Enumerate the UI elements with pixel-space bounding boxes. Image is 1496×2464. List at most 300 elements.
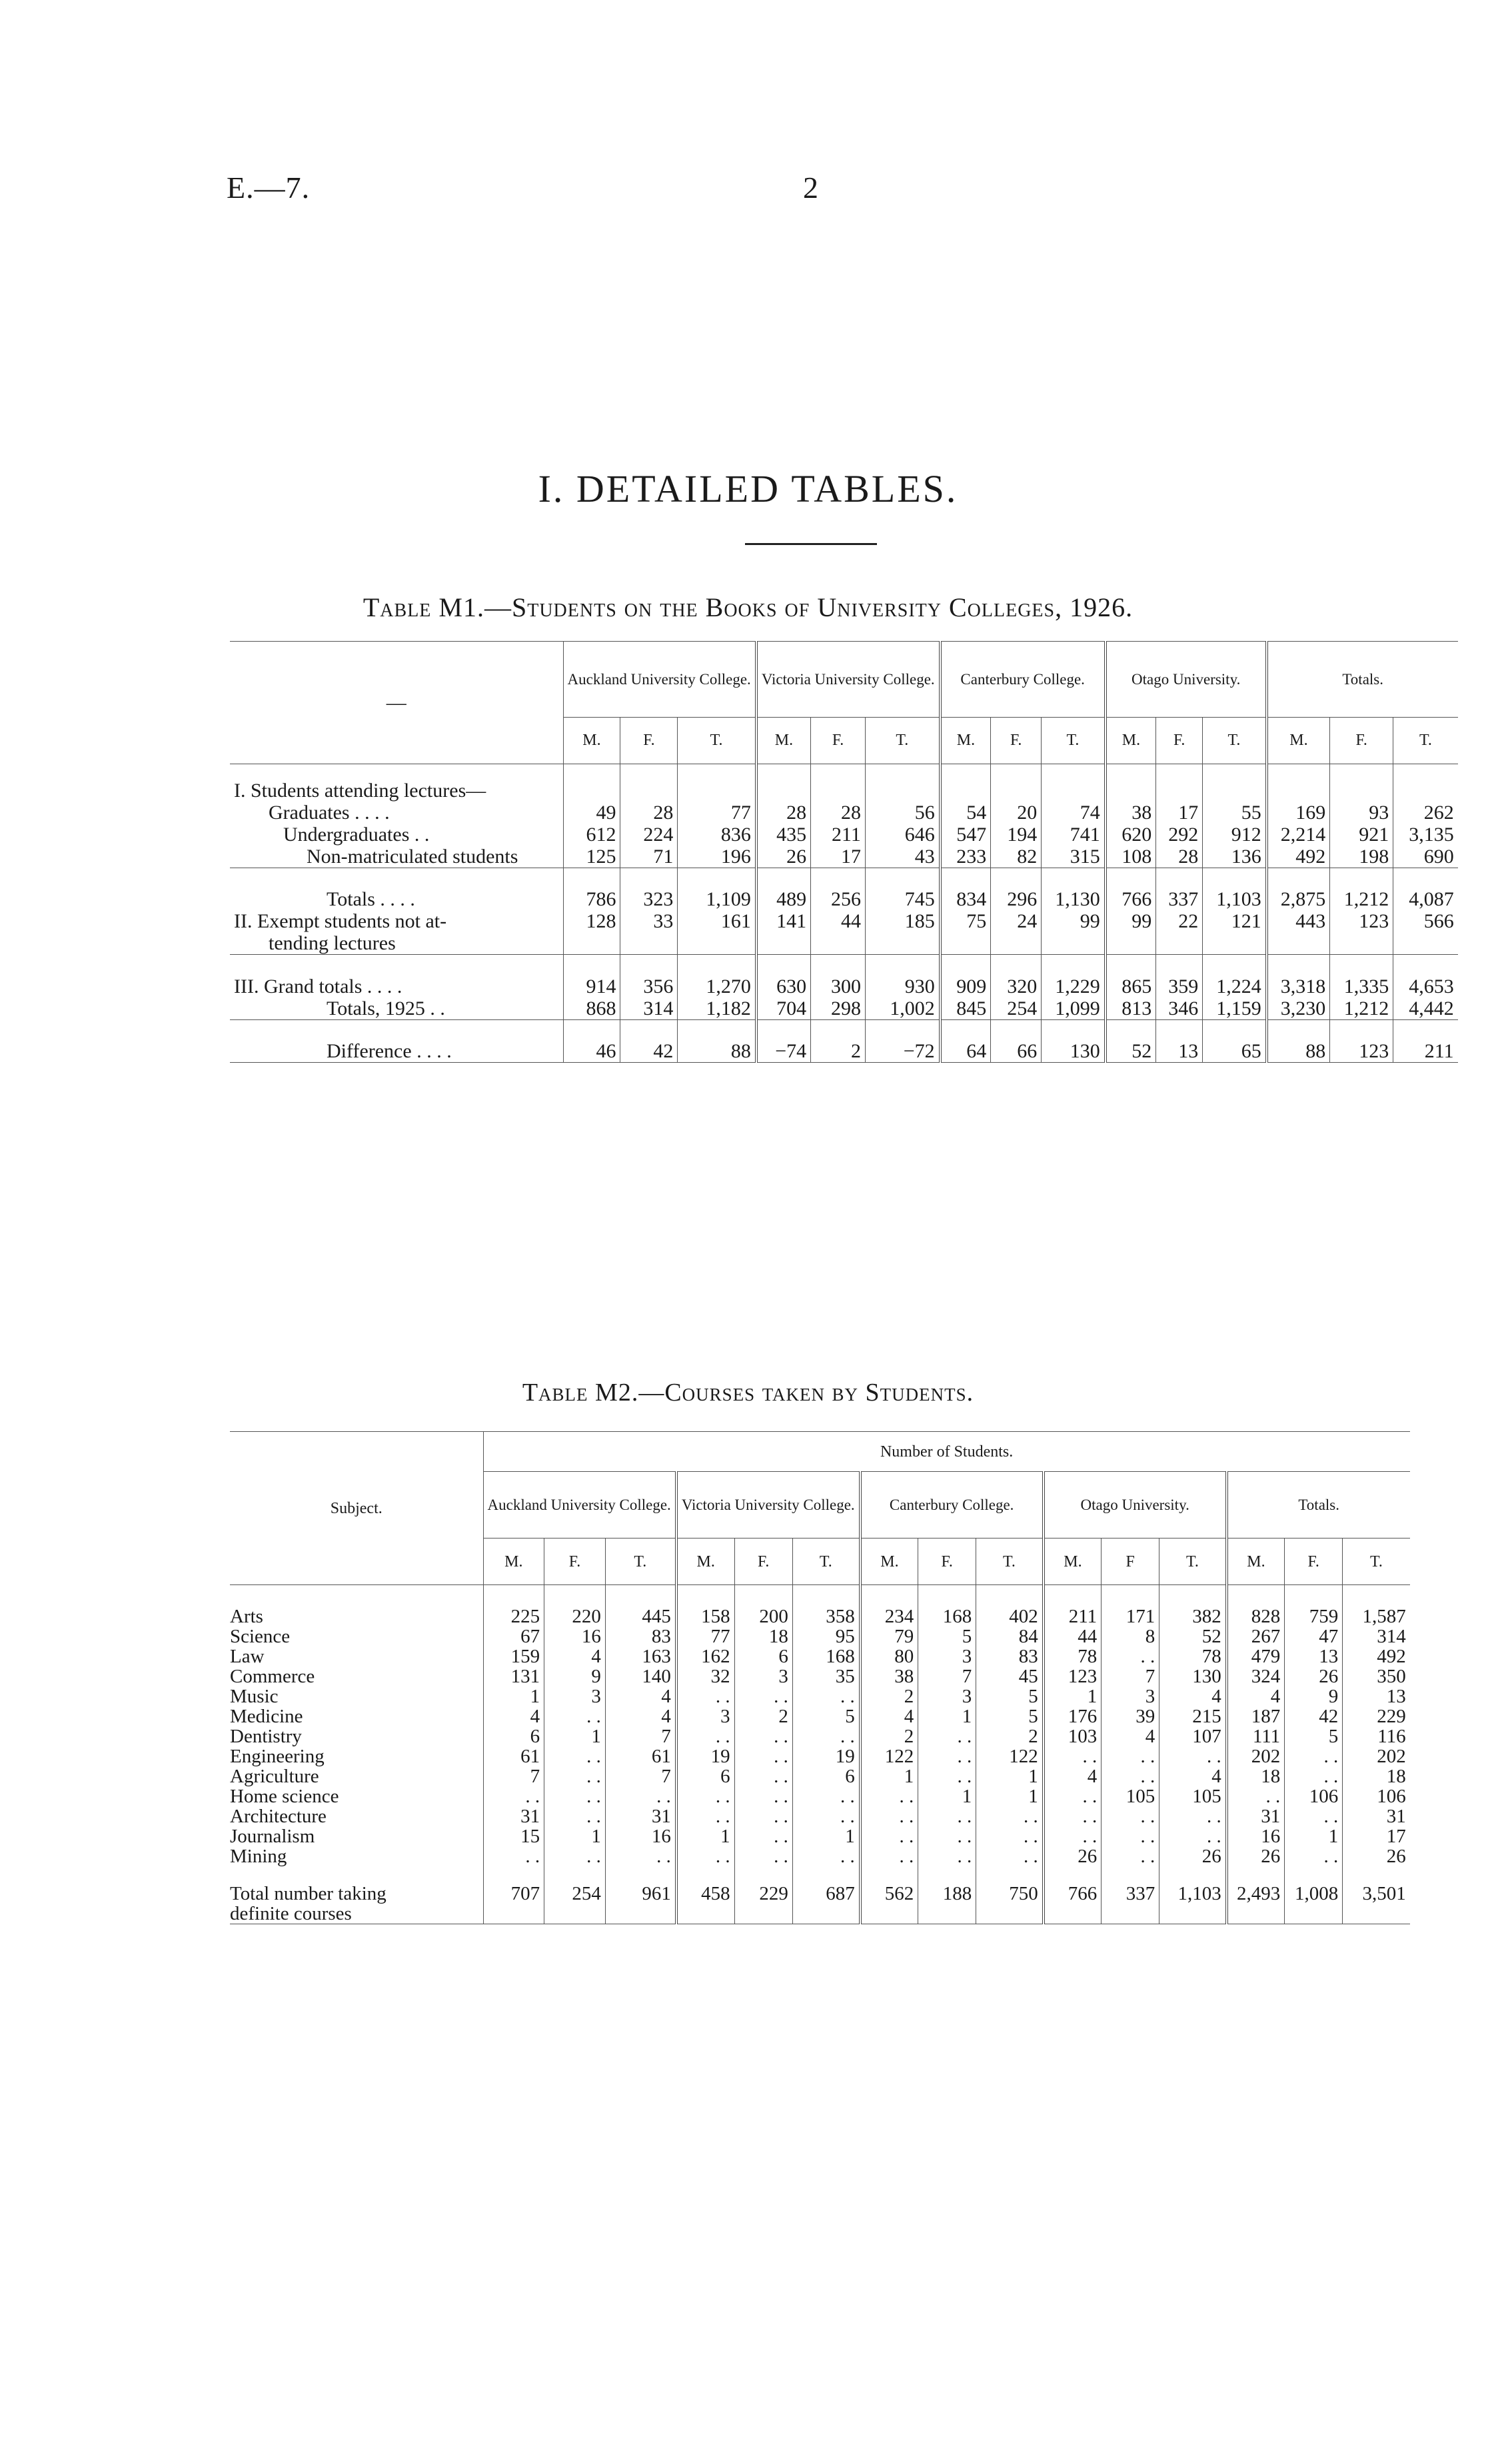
table-m1-cell: 52: [1106, 1019, 1156, 1062]
table-m1-cell: 4,653: [1393, 955, 1458, 997]
table-m1-cell: 123: [1330, 910, 1393, 932]
table-m2-cell: . .: [605, 1786, 676, 1806]
table-m2-cell: 107: [1159, 1726, 1227, 1746]
table-m2-cell: . .: [860, 1786, 918, 1806]
table-m1-row: [230, 868, 1458, 910]
table-m2-cell: . .: [676, 1726, 734, 1746]
table-m2-cell: . .: [792, 1686, 860, 1706]
table-m2-cell: 105: [1102, 1786, 1159, 1806]
table-m2-cell: . .: [734, 1686, 792, 1706]
table-m1-cell: 914: [563, 955, 620, 997]
table-m2-row: [230, 1826, 1410, 1846]
table-m2-subcol-header: M.: [1044, 1539, 1102, 1585]
table-m2-cell: 1: [544, 1726, 606, 1746]
table-m2-row: [230, 1706, 1410, 1726]
table-m2-cell: [1102, 1904, 1159, 1924]
table-m2-cell: . .: [676, 1786, 734, 1806]
table-m2-cell: . .: [976, 1806, 1044, 1826]
table-m1-subcol-header: F.: [811, 718, 866, 764]
table-m1-cell: [940, 764, 991, 802]
table-m1-row-label: Undergraduates . .: [283, 823, 430, 846]
table-m2-cell: 9: [1285, 1686, 1343, 1706]
table-m1-cell: 1,224: [1203, 955, 1267, 997]
table-m1-cell: [1330, 932, 1393, 955]
table-m2-cell: 13: [1285, 1646, 1343, 1666]
table-m1-cell: 813: [1106, 997, 1156, 1020]
table-m2-cell: . .: [544, 1846, 606, 1866]
table-m1-cell: 42: [620, 1019, 678, 1062]
table-m2-cell: 44: [1044, 1626, 1102, 1646]
table-m2-cell: [1044, 1904, 1102, 1924]
table-m2-cell: 79: [860, 1626, 918, 1646]
table-m2-cell: 3,501: [1343, 1866, 1410, 1904]
table-m2-cell: 458: [676, 1866, 734, 1904]
table-m2-cell: 106: [1285, 1786, 1343, 1806]
table-m2-cell: 4: [860, 1706, 918, 1726]
table-m1-cell: 56: [865, 802, 940, 824]
table-m1-college-header: Canterbury College.: [940, 642, 1106, 718]
table-m2-row-label: Music: [230, 1686, 279, 1706]
table-m2-cell: . .: [544, 1786, 606, 1806]
table-m2-cell: 254: [544, 1866, 606, 1904]
table-m2-cell: . .: [1285, 1746, 1343, 1766]
table-m1-cell: 741: [1042, 824, 1106, 846]
table-m2-subcol-header: T.: [1159, 1539, 1227, 1585]
table-m2-row-label: Home science: [230, 1786, 339, 1806]
table-m1-cell: 630: [756, 955, 811, 997]
table-m1-stub-header: —: [386, 692, 406, 714]
table-m2-cell: 26: [1285, 1666, 1343, 1686]
table-m2-cell: 2: [976, 1726, 1044, 1746]
table-m2-cell: 111: [1227, 1726, 1285, 1746]
table-m2-cell: . .: [1159, 1746, 1227, 1766]
table-m2-cell: 220: [544, 1585, 606, 1626]
table-m1-cell: [620, 764, 678, 802]
table-m2-cell: . .: [1285, 1846, 1343, 1866]
table-m2-subcol-header: F: [1102, 1539, 1159, 1585]
table-m1-cell: 620: [1106, 824, 1156, 846]
table-m2-cell: 402: [976, 1585, 1044, 1626]
table-m2-cell: . .: [734, 1746, 792, 1766]
table-m2-cell: . .: [1102, 1806, 1159, 1826]
table-m1-cell: 2: [811, 1019, 866, 1062]
table-m2-cell: 314: [1343, 1626, 1410, 1646]
table-m1-cell: 55: [1203, 802, 1267, 824]
table-m1-cell: 3,230: [1267, 997, 1330, 1020]
table-m1-cell: 130: [1042, 1019, 1106, 1062]
table-m2-cell: 828: [1227, 1585, 1285, 1626]
table-m1-cell: 547: [940, 824, 991, 846]
table-m1-row: [230, 997, 1458, 1020]
table-m2-cell: 15: [483, 1826, 544, 1846]
table-m2-cell: . .: [918, 1746, 976, 1766]
table-m1-cell: 786: [563, 868, 620, 910]
table-m2-cell: 358: [792, 1585, 860, 1626]
table-m2-cell: 4: [1159, 1766, 1227, 1786]
table-m2-cell: 7: [918, 1666, 976, 1686]
table-m2-row: [230, 1766, 1410, 1786]
table-m2-college-header: Auckland University College.: [483, 1472, 676, 1539]
table-m1-subcol-header: F.: [1156, 718, 1203, 764]
table-m2-cell: . .: [1044, 1826, 1102, 1846]
table-m1-cell: 194: [991, 824, 1042, 846]
table-m2-cell: 131: [483, 1666, 544, 1686]
table-m1-cell: 123: [1330, 1019, 1393, 1062]
table-m2-cell: . .: [1285, 1806, 1343, 1826]
table-m2-cell: 31: [605, 1806, 676, 1826]
table-m2-cell: 200: [734, 1585, 792, 1626]
table-m1-cell: 443: [1267, 910, 1330, 932]
table-m1-cell: 912: [1203, 824, 1267, 846]
table-m2-cell: 229: [734, 1866, 792, 1904]
table-m2-cell: . .: [734, 1826, 792, 1846]
table-m2-cell: 4: [1044, 1766, 1102, 1786]
table-m2-cell: [734, 1904, 792, 1924]
table-m2-cell: . .: [605, 1846, 676, 1866]
table-m2-college-header: Otago University.: [1044, 1472, 1227, 1539]
table-m2-row-label: Science: [230, 1626, 291, 1646]
page-title: I. DETAILED TABLES.: [538, 467, 958, 510]
table-m1-cell: 1,103: [1203, 868, 1267, 910]
table-m2-cell: 17: [1343, 1826, 1410, 1846]
table-m2-cell: . .: [1227, 1786, 1285, 1806]
table-m2-cell: 7: [605, 1726, 676, 1746]
table-m1-cell: 1,335: [1330, 955, 1393, 997]
table-m1-cell: [1156, 932, 1203, 955]
table-m1-cell: 121: [1203, 910, 1267, 932]
table-m2-cell: 707: [483, 1866, 544, 1904]
table-m2-cell: . .: [918, 1726, 976, 1746]
table-m1-cell: [620, 932, 678, 955]
table-m2-cell: . .: [918, 1766, 976, 1786]
table-m2-cell: 215: [1159, 1706, 1227, 1726]
table-m2-cell: 1,103: [1159, 1866, 1227, 1904]
table-m1-cell: [991, 932, 1042, 955]
table-m2-college-header: Totals.: [1227, 1472, 1410, 1539]
table-m1-cell: 64: [940, 1019, 991, 1062]
table-m1-cell: [865, 932, 940, 955]
table-m1-cell: 88: [678, 1019, 756, 1062]
table-m1-row: [230, 1019, 1458, 1062]
table-m1-cell: 1,212: [1330, 868, 1393, 910]
table-m2-cell: 3: [544, 1686, 606, 1706]
table-m2-cell: [860, 1904, 918, 1924]
table-m1-cell: [1267, 932, 1330, 955]
table-m1-cell: 71: [620, 846, 678, 868]
table-m1-cell: [1106, 764, 1156, 802]
table-m1-cell: 865: [1106, 955, 1156, 997]
table-m2-row-label: Mining: [230, 1846, 287, 1866]
table-m2-cell: . .: [483, 1846, 544, 1866]
table-m2-cell: 4: [483, 1706, 544, 1726]
table-m2-cell: . .: [976, 1846, 1044, 1866]
table-m2-cell: 2: [734, 1706, 792, 1726]
table-m1-cell: 22: [1156, 910, 1203, 932]
table-m2-cell: . .: [1159, 1826, 1227, 1846]
table-m2-cell: 5: [976, 1706, 1044, 1726]
table-m1-cell: 93: [1330, 802, 1393, 824]
table-m2-cell: . .: [483, 1786, 544, 1806]
table-m2-cell: 229: [1343, 1706, 1410, 1726]
table-m2-cell: 7: [605, 1766, 676, 1786]
table-m2-cell: 188: [918, 1866, 976, 1904]
table-m1-cell: 834: [940, 868, 991, 910]
table-m2-cell: 45: [976, 1666, 1044, 1686]
table-m2-cell: 1: [918, 1706, 976, 1726]
table-m1-cell: [811, 932, 866, 955]
table-m2-cell: 168: [792, 1646, 860, 1666]
table-m1-cell: −74: [756, 1019, 811, 1062]
table-m2-stub-header: Subject.: [330, 1499, 382, 1517]
table-m2-cell: . .: [676, 1686, 734, 1706]
table-m1-subcol-header: T.: [678, 718, 756, 764]
table-m2-cell: 1: [1285, 1826, 1343, 1846]
table-m1-cell: [991, 764, 1042, 802]
table-m1-caption: Table M1.—Students on the Books of University Colleges, 1926.: [363, 592, 1133, 622]
table-m1-cell: 1,109: [678, 868, 756, 910]
table-m2-cell: 26: [1227, 1846, 1285, 1866]
table-m1-subcol-header: T.: [1393, 718, 1458, 764]
table-m2-cell: . .: [544, 1706, 606, 1726]
table-m1-cell: 13: [1156, 1019, 1203, 1062]
table-m1-cell: [865, 764, 940, 802]
table-m1-cell: 315: [1042, 846, 1106, 868]
table-m1-cell: 320: [991, 955, 1042, 997]
table-m2-cell: 1: [918, 1786, 976, 1806]
table-m1-cell: 66: [991, 1019, 1042, 1062]
table-m1-cell: 185: [865, 910, 940, 932]
table-m1-college-header: Totals.: [1267, 642, 1458, 718]
table-m1-cell: 196: [678, 846, 756, 868]
table-m2-cell: 31: [1227, 1806, 1285, 1826]
table-m1-cell: [1106, 932, 1156, 955]
table-m1-cell: [811, 764, 866, 802]
table-m2-cell: . .: [676, 1846, 734, 1866]
table-m2-cell: 130: [1159, 1666, 1227, 1686]
table-m1-cell: 17: [811, 846, 866, 868]
table-m1-subcol-header: F.: [1330, 718, 1393, 764]
table-m2-cell: . .: [918, 1846, 976, 1866]
table-m1-cell: −72: [865, 1019, 940, 1062]
table-m2-cell: 67: [483, 1626, 544, 1646]
table-m2-cell: 61: [483, 1746, 544, 1766]
table-m2-cell: 122: [976, 1746, 1044, 1766]
table-m1-cell: [1330, 764, 1393, 802]
table-m2: [230, 1431, 1410, 1924]
table-m2-subcol-header: T.: [605, 1539, 676, 1585]
table-m1-row-label: Non-matriculated students: [307, 845, 518, 868]
table-m1-row: [230, 802, 1458, 824]
table-m1-cell: 99: [1106, 910, 1156, 932]
table-m2-cell: [544, 1904, 606, 1924]
table-m2-cell: 159: [483, 1646, 544, 1666]
table-m2-cell: 6: [483, 1726, 544, 1746]
table-m2-cell: 122: [860, 1746, 918, 1766]
table-m1-cell: 17: [1156, 802, 1203, 824]
table-m2-row-label: Journalism: [230, 1826, 315, 1846]
table-m2-group-header: Number of Students.: [483, 1432, 1410, 1472]
table-m2-cell: 5: [1285, 1726, 1343, 1746]
table-m2-cell: 171: [1102, 1585, 1159, 1626]
table-m2-subcol-header: F.: [918, 1539, 976, 1585]
table-m1-subcol-header: F.: [991, 718, 1042, 764]
table-m1-subcol-header: M.: [563, 718, 620, 764]
table-m2-row: [230, 1666, 1410, 1686]
table-m2-cell: 1: [544, 1826, 606, 1846]
table-m1-row-label: tending lectures: [269, 932, 396, 954]
table-m2-row: [230, 1866, 1410, 1904]
table-m2-row: [230, 1626, 1410, 1646]
table-m1-cell: [1042, 764, 1106, 802]
table-m2-cell: 158: [676, 1585, 734, 1626]
table-m2-cell: 1: [1044, 1686, 1102, 1706]
table-m2-cell: 16: [605, 1826, 676, 1846]
table-m2-cell: 168: [918, 1585, 976, 1626]
table-m1-cell: [940, 932, 991, 955]
table-m2-row: [230, 1646, 1410, 1666]
table-m2-row: [230, 1806, 1410, 1826]
table-m1-cell: [1156, 764, 1203, 802]
table-m2-subcol-header: M.: [676, 1539, 734, 1585]
table-m2-cell: 162: [676, 1646, 734, 1666]
table-m2-cell: 5: [792, 1706, 860, 1726]
table-m2-cell: 234: [860, 1585, 918, 1626]
table-m1-cell: 356: [620, 955, 678, 997]
page-header-code: E.—7.: [227, 171, 311, 205]
table-m1-cell: 44: [811, 910, 866, 932]
table-m2-cell: 759: [1285, 1585, 1343, 1626]
table-m2-cell: . .: [544, 1766, 606, 1786]
table-m2-cell: . .: [976, 1826, 1044, 1846]
table-m1-row: [230, 910, 1458, 932]
title-rule: [745, 543, 877, 545]
table-m2-subcol-header: M.: [483, 1539, 544, 1585]
table-m2-cell: . .: [734, 1726, 792, 1746]
table-m1-cell: 1,270: [678, 955, 756, 997]
table-m1-subcol-header: M.: [940, 718, 991, 764]
table-m2-cell: 140: [605, 1666, 676, 1686]
table-m2-cell: 83: [605, 1626, 676, 1646]
table-m2-caption: Table M2.—Courses taken by Students.: [522, 1379, 974, 1407]
table-m1-cell: 128: [563, 910, 620, 932]
table-m1-cell: 224: [620, 824, 678, 846]
table-m2-cell: 31: [1343, 1806, 1410, 1826]
table-m2-cell: 4: [1102, 1726, 1159, 1746]
table-m1-cell: 1,002: [865, 997, 940, 1020]
table-m2-cell: 479: [1227, 1646, 1285, 1666]
table-m1-cell: 359: [1156, 955, 1203, 997]
table-m1-cell: 99: [1042, 910, 1106, 932]
table-m2-cell: [483, 1904, 544, 1924]
table-m1-cell: 323: [620, 868, 678, 910]
table-m2-cell: 42: [1285, 1706, 1343, 1726]
table-m2-cell: 7: [1102, 1666, 1159, 1686]
table-m2-cell: . .: [792, 1806, 860, 1826]
table-m1-cell: 930: [865, 955, 940, 997]
table-m2-cell: . .: [1102, 1646, 1159, 1666]
table-m2-cell: 337: [1102, 1866, 1159, 1904]
table-m1-college-header: Otago University.: [1106, 642, 1267, 718]
table-m2-row-label: definite courses: [230, 1903, 352, 1924]
table-m1-cell: 690: [1393, 846, 1458, 868]
table-m2-cell: 1: [792, 1826, 860, 1846]
table-m1-cell: 845: [940, 997, 991, 1020]
table-m2-cell: 84: [976, 1626, 1044, 1646]
table-m2-cell: 18: [1227, 1766, 1285, 1786]
table-m1-row: [230, 764, 1458, 802]
table-m1-cell: 65: [1203, 1019, 1267, 1062]
table-m1-cell: 296: [991, 868, 1042, 910]
table-m2-cell: 13: [1343, 1686, 1410, 1706]
table-m2-cell: 116: [1343, 1726, 1410, 1746]
table-m2-cell: 3: [676, 1706, 734, 1726]
table-m2-cell: 3: [918, 1686, 976, 1706]
table-m2-cell: 1: [976, 1766, 1044, 1786]
table-m1-college-header: Victoria University College.: [756, 642, 940, 718]
table-m1-subcol-header: F.: [620, 718, 678, 764]
table-m1-cell: 1,229: [1042, 955, 1106, 997]
table-m2-cell: 3: [918, 1646, 976, 1666]
table-m2-cell: 105: [1159, 1786, 1227, 1806]
table-m1-cell: [1393, 764, 1458, 802]
table-m2-cell: 4: [1227, 1686, 1285, 1706]
table-m2-cell: 77: [676, 1626, 734, 1646]
table-m1-cell: [1042, 932, 1106, 955]
table-m1-cell: 125: [563, 846, 620, 868]
table-m1-cell: 74: [1042, 802, 1106, 824]
table-m1-cell: 54: [940, 802, 991, 824]
table-m2-cell: 1,587: [1343, 1585, 1410, 1626]
table-m2-subcol-header: F.: [734, 1539, 792, 1585]
table-m2-subcol-header: T.: [792, 1539, 860, 1585]
table-m2-cell: [792, 1904, 860, 1924]
table-m2-cell: 19: [792, 1746, 860, 1766]
table-m2-cell: 492: [1343, 1646, 1410, 1666]
table-m2-cell: 16: [1227, 1826, 1285, 1846]
table-m2-cell: 225: [483, 1585, 544, 1626]
table-m2-cell: [1159, 1904, 1227, 1924]
table-m2-cell: 961: [605, 1866, 676, 1904]
table-m2-cell: 382: [1159, 1585, 1227, 1626]
table-m1-cell: 4,087: [1393, 868, 1458, 910]
table-m2-cell: [676, 1904, 734, 1924]
table-m2-row: [230, 1686, 1410, 1706]
table-m2-cell: 61: [605, 1746, 676, 1766]
table-m2-row-label: Dentistry: [230, 1726, 302, 1746]
table-m2-cell: 4: [544, 1646, 606, 1666]
table-m2-row-label: Total number taking: [230, 1882, 386, 1904]
table-m2-row-label: Law: [230, 1646, 265, 1666]
table-m2-cell: 38: [860, 1666, 918, 1686]
table-m2-cell: 267: [1227, 1626, 1285, 1646]
table-m1-cell: 28: [756, 802, 811, 824]
table-m2-subcol-header: F.: [544, 1539, 606, 1585]
table-m1-cell: 646: [865, 824, 940, 846]
table-m2-cell: . .: [792, 1846, 860, 1866]
table-m2-cell: 18: [1343, 1766, 1410, 1786]
table-m2-cell: . .: [1102, 1746, 1159, 1766]
table-m2-cell: 26: [1159, 1846, 1227, 1866]
table-m1-cell: 909: [940, 955, 991, 997]
table-m2-subcol-header: T.: [1343, 1539, 1410, 1585]
table-m2-cell: 445: [605, 1585, 676, 1626]
table-m1-row-label: Difference . . . .: [327, 1039, 452, 1062]
table-m2-cell: 78: [1159, 1646, 1227, 1666]
table-m1-cell: [678, 932, 756, 955]
table-m1-cell: 2,875: [1267, 868, 1330, 910]
table-m2-cell: 324: [1227, 1666, 1285, 1686]
table-m2-row: [230, 1726, 1410, 1746]
